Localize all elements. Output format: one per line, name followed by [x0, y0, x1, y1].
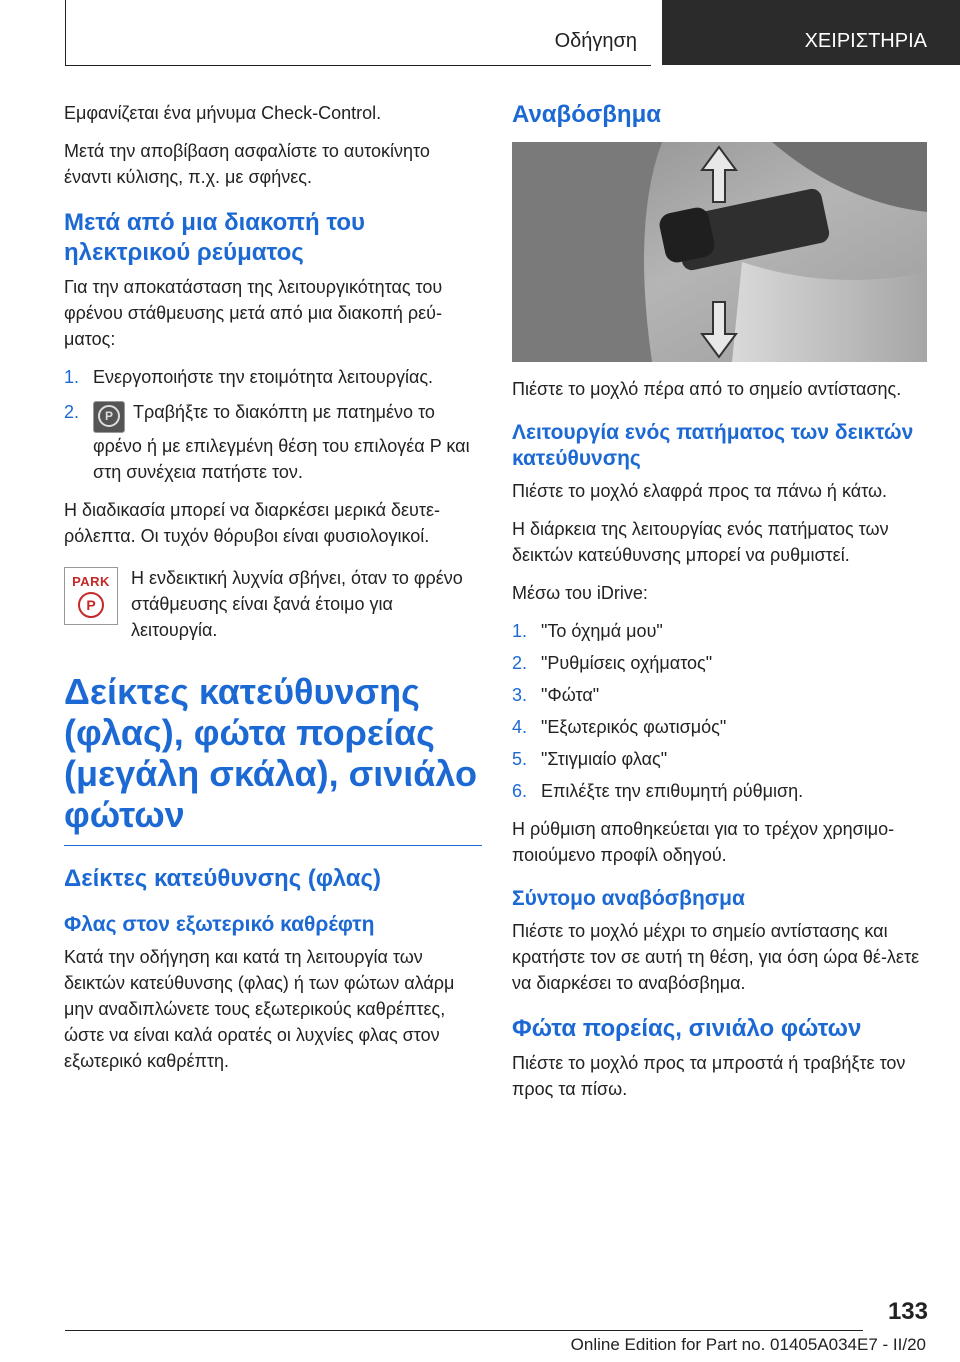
power-steps-list	[64, 364, 482, 485]
park-warning-icon: PARK P	[64, 567, 118, 625]
header-chapter-title: ΧΕΙΡΙΣΤΗΡΙΑ	[804, 30, 927, 52]
high-beam-text: Πιέστε το μοχλό προς τα μπροστά ή τραβήξτε τον προς τα πίσω.	[512, 1053, 906, 1099]
header-section	[65, 0, 651, 66]
right-column	[512, 100, 930, 1114]
step-number: 1.	[64, 367, 80, 387]
power-interruption-heading: Μετά από μια διακοπή του ηλεκτρικού ρεύματος	[64, 209, 366, 266]
one-touch-heading: Λειτουργία ενός πατήματος των δεικτών κατεύθυνσης	[512, 421, 914, 470]
mirror-indicator-text: Κατά την οδήγηση και κατά τη λειτουργία των δεικτών κατεύθυνσης (φλας) ή των φώτων αλάρμ μην αναδιπλώνετε τους εξωτερικούς καθρέπτες, ώστε να είναι καλά ορατές οι λυχνίες φλας στον εξωτερικό καθρέπτη.	[64, 947, 455, 1071]
flashing-text: Πιέστε το μοχλό πέρα από το σημείο αντίστασης.	[512, 379, 902, 399]
parking-brake-switch-icon: P	[93, 401, 125, 433]
short-flash-text: Πιέστε το μοχλό μέχρι το σημείο αντίστασης και κρατήστε τον σε αυτή τη θέση, για όση ώρα θέ-λετε να διαρκέσει το αναβόσβημα.	[512, 921, 920, 993]
page-number: 133	[887, 1298, 928, 1325]
list-item: 3. "Φώτα"	[512, 685, 600, 705]
list-item	[64, 399, 482, 485]
one-touch-text: Πιέστε το μοχλό ελαφρά προς τα πάνω ή κάτω.	[512, 481, 888, 501]
idrive-text: Μέσω του iDrive:	[512, 583, 648, 603]
list-item	[64, 364, 482, 390]
list-item: 5. "Στιγμιαίο φλας"	[512, 749, 668, 769]
list-item: 6. Επιλέξτε την επιθυμητή ρύθμιση.	[512, 781, 804, 801]
flashing-heading: Αναβόσβημα	[512, 101, 662, 128]
footer-divider	[65, 1330, 863, 1331]
intro-paragraph-2: Μετά την αποβίβαση ασφαλίστε το αυτοκίνητο έναντι κύλισης, π.χ. με σφήνες.	[64, 141, 430, 187]
idrive-steps-list	[512, 618, 930, 804]
mirror-indicator-heading: Φλας στον εξωτερικό καθρέφτη	[64, 913, 375, 936]
park-note-text: Η ενδεικτική λυχνία σβήνει, όταν το φρένο στάθμευσης είναι ξανά έτοιμο για λειτουργία.	[131, 568, 463, 640]
saved-profile-text: Η ρύθμιση αποθηκεύεται για το τρέχον χρησιμο-ποιούμενο προφίλ οδηγού.	[512, 819, 895, 865]
duration-text: Η διάρκεια της λειτουργίας ενός πατήματος των δεικτών κατεύθυνσης μπορεί να ρυθμιστεί.	[512, 519, 889, 565]
step-text: Ενεργοποιήστε την ετοιμότητα λειτουργίας.	[93, 367, 434, 387]
park-indicator-note	[64, 565, 482, 643]
chapter-title: Δείκτες κατεύθυνσης (φλας), φώτα πορείας (μεγάλη σκάλα), σινιάλο φώτων	[64, 671, 482, 846]
turn-signal-lever-photo	[512, 142, 927, 362]
power-interruption-text: Για την αποκατάσταση της λειτουργικότητας του φρένου στάθμευσης μετά από μια διακοπή ρεύ-ματος:	[64, 277, 443, 349]
intro-paragraph-1: Εμφανίζεται ένα μήνυμα Check-Control.	[64, 103, 382, 123]
short-flash-heading: Σύντομο αναβόσβησμα	[512, 887, 745, 910]
list-item: 2. "Ρυθμίσεις οχήματος"	[512, 653, 713, 673]
step-number: 2.	[64, 402, 80, 422]
process-text: Η διαδικασία μπορεί να διαρκέσει μερικά δευτε-ρόλεπτα. Οι τυχόν θόρυβοι είναι φυσιολογικοί.	[64, 500, 441, 546]
header-chapter	[662, 0, 960, 65]
left-column	[64, 100, 482, 1086]
edition-footer: Online Edition for Part no. 01405A034E7 - II/20	[570, 1335, 926, 1354]
step-text: Τραβήξτε το διακόπτη με πατημένο το φρένο ή με επιλεγμένη θέση του επιλογέα P και στη συνέχεια πατήστε τον.	[93, 402, 470, 482]
list-item: 1. "Το όχημά μου"	[512, 621, 663, 641]
list-item: 4. "Εξωτερικός φωτισμός"	[512, 717, 727, 737]
header-section-title: Οδήγηση	[554, 30, 637, 52]
high-beam-heading: Φώτα πορείας, σινιάλο φώτων	[512, 1015, 862, 1042]
turn-signals-heading: Δείκτες κατεύθυνσης (φλας)	[64, 865, 382, 892]
